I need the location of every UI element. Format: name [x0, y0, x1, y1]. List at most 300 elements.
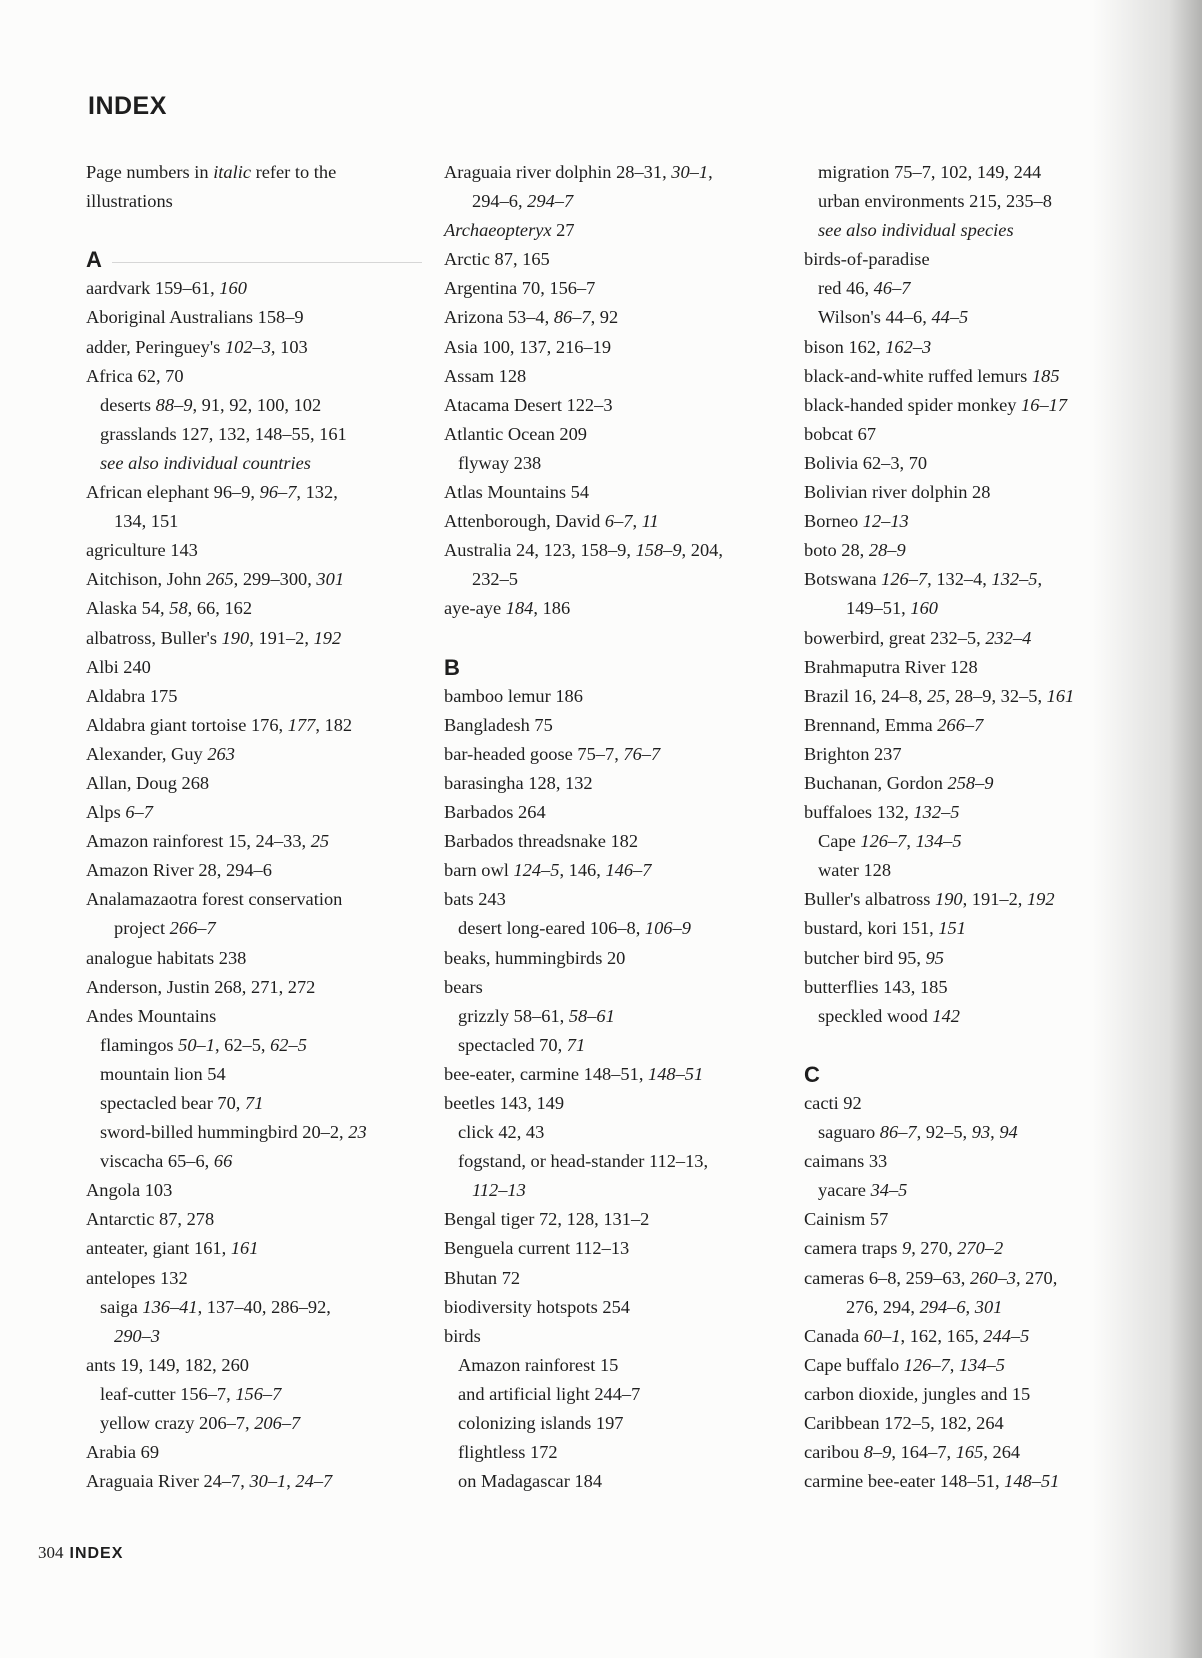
italic-text: 258–9 — [947, 772, 994, 793]
entry-text: Borneo — [804, 511, 863, 532]
index-entry — [804, 973, 1134, 1002]
italic-text: 102–3 — [224, 336, 271, 357]
entry-text: bee-eater, carmine 148–51, — [444, 1063, 649, 1084]
index-entry — [804, 885, 1134, 914]
index-entry — [804, 740, 1134, 769]
index-entry — [804, 362, 1134, 391]
entry-text: biodiversity hotspots 254 — [444, 1296, 630, 1317]
entry-text: , 264 — [983, 1442, 1021, 1463]
index-entry — [444, 245, 774, 274]
index-entry — [804, 682, 1134, 711]
index-entry — [444, 1293, 774, 1322]
entry-text: , 92 — [590, 307, 619, 328]
index-entry-continuation — [86, 1322, 426, 1351]
index-entry — [804, 1380, 1134, 1409]
index-entry — [444, 391, 774, 420]
italic-text: 132–5 — [991, 569, 1038, 590]
index-entry — [444, 303, 774, 332]
section-letter: B — [444, 654, 460, 680]
entry-text: antelopes 132 — [86, 1267, 188, 1288]
entry-text: bobcat 67 — [804, 423, 877, 444]
entry-text: Aldabra 175 — [86, 685, 178, 706]
entry-text: , — [990, 1122, 1000, 1143]
index-subentry — [86, 1060, 426, 1089]
index-entry — [804, 914, 1134, 943]
entry-text: project — [114, 918, 170, 939]
entry-text: Atlas Mountains 54 — [444, 482, 590, 503]
entry-text: 232–5 — [472, 569, 518, 590]
entry-text: , — [286, 1471, 296, 1492]
italic-text: 50–1 — [178, 1034, 215, 1055]
entry-text: , 146, — [559, 860, 606, 881]
italic-text: 30–1 — [249, 1471, 287, 1492]
entry-text: butcher bird 95, — [804, 947, 926, 968]
entry-text: Araguaia river dolphin 28–31, — [444, 162, 672, 182]
section-gap — [444, 624, 774, 653]
entry-text: aye-aye — [444, 598, 506, 619]
index-entry — [86, 536, 426, 565]
entry-text: cacti 92 — [804, 1093, 862, 1113]
entry-text: Arctic 87, 165 — [444, 249, 550, 270]
index-subentry — [444, 1438, 774, 1467]
entry-text: speckled wood — [818, 1005, 933, 1026]
page-title: INDEX — [88, 92, 167, 120]
entry-text: viscacha 65–6, — [100, 1151, 214, 1172]
index-entry — [86, 769, 426, 798]
entry-text: buffaloes 132, — [804, 802, 914, 823]
entry-text: Albi 240 — [86, 656, 151, 677]
entry-text: carmine bee-eater 148–51, — [804, 1471, 1005, 1492]
entry-text: Arizona 53–4, — [444, 307, 554, 328]
entry-text: Barbados threadsnake 182 — [444, 831, 639, 852]
index-entry — [86, 944, 426, 973]
entry-text: Araguaia River 24–7, — [86, 1471, 250, 1492]
entry-text: Alps — [86, 802, 126, 823]
italic-text: 266–7 — [937, 714, 984, 735]
entry-text: Assam 128 — [444, 365, 527, 386]
entry-text: camera traps — [804, 1238, 903, 1259]
entry-text: Brighton 237 — [804, 743, 902, 764]
italic-text: 23 — [348, 1122, 367, 1143]
entry-text: , 103 — [270, 336, 308, 357]
entry-text: , — [1037, 569, 1043, 590]
index-entry — [444, 1322, 774, 1351]
entry-text: on Madagascar 184 — [458, 1471, 603, 1492]
index-entry — [444, 798, 774, 827]
italic-text: 126–7 — [903, 1354, 950, 1375]
entry-text: , 28–9, 32–5, — [945, 685, 1047, 706]
italic-text: 146–7 — [605, 860, 652, 881]
entry-text: , 204, — [681, 540, 723, 561]
index-entry — [86, 1438, 426, 1467]
entry-text: flightless 172 — [458, 1442, 558, 1463]
italic-text: 134–5 — [958, 1354, 1005, 1375]
entry-text: Cainism 57 — [804, 1209, 889, 1230]
index-entry — [804, 478, 1134, 507]
index-entry — [444, 478, 774, 507]
italic-text: 8–9 — [863, 1442, 892, 1463]
index-entry — [444, 1234, 774, 1263]
index-entry — [804, 769, 1134, 798]
italic-text: 148–51 — [648, 1063, 704, 1084]
entry-text: caribou — [804, 1442, 864, 1463]
index-subentry — [804, 274, 1134, 303]
index-entry — [86, 798, 426, 827]
index-entry — [804, 1467, 1134, 1496]
entry-text: Anderson, Justin 268, 271, 272 — [86, 976, 316, 997]
entry-text: Brazil 16, 24–8, — [804, 685, 928, 706]
running-footer-label: INDEX — [69, 1545, 124, 1562]
entry-text: and artificial light 244–7 — [458, 1383, 641, 1404]
italic-text: 265 — [206, 569, 234, 590]
italic-text: 162–3 — [885, 336, 932, 357]
italic-text: 12–13 — [862, 511, 909, 532]
italic-text: 156–7 — [235, 1383, 282, 1404]
index-entry — [444, 1264, 774, 1293]
italic-text: 46–7 — [873, 278, 911, 299]
index-entry — [86, 624, 426, 653]
index-entry — [86, 333, 426, 362]
italic-text: 301 — [974, 1296, 1003, 1317]
section-gap — [804, 1031, 1134, 1060]
section-gap — [86, 216, 426, 245]
index-subentry — [804, 216, 1134, 245]
italic-text: 294–7 — [527, 191, 574, 212]
entry-text: Arabia 69 — [86, 1442, 160, 1463]
index-subentry — [444, 1409, 774, 1438]
italic-text: 28–9 — [868, 540, 906, 561]
index-entry-continuation — [86, 914, 426, 943]
italic-text: 270–2 — [957, 1238, 1004, 1259]
index-subentry — [804, 827, 1134, 856]
italic-text: italic — [213, 162, 251, 182]
index-entry — [804, 1351, 1134, 1380]
italic-text: 25 — [927, 685, 946, 706]
index-entry — [444, 420, 774, 449]
entry-text: , 270, — [911, 1238, 958, 1259]
entry-text: , — [632, 511, 642, 532]
entry-text: 149–51, — [846, 598, 911, 619]
index-entry — [444, 216, 774, 245]
entry-text: ants 19, 149, 182, 260 — [86, 1354, 249, 1375]
index-column-1 — [86, 158, 426, 1496]
index-subentry — [444, 1031, 774, 1060]
entry-text: bears — [444, 976, 483, 997]
index-entry — [804, 333, 1134, 362]
italic-text: 206–7 — [254, 1413, 301, 1434]
entry-text: illustrations — [86, 191, 173, 212]
entry-text: sword-billed hummingbird 20–2, — [100, 1122, 349, 1143]
entry-text: colonizing islands 197 — [458, 1413, 624, 1434]
entry-text: barn owl — [444, 860, 514, 881]
entry-text: Bolivia 62–3, 70 — [804, 452, 928, 473]
entry-text: Bhutan 72 — [444, 1267, 521, 1288]
italic-text: 160 — [219, 278, 247, 299]
entry-text: cameras 6–8, 259–63, — [804, 1267, 970, 1288]
entry-text: , 270, — [1015, 1267, 1058, 1288]
entry-text: butterflies 143, 185 — [804, 976, 948, 997]
italic-text: 106–9 — [644, 918, 691, 939]
index-subentry — [86, 1293, 426, 1322]
entry-text: bowerbird, great 232–5, — [804, 627, 986, 648]
index-subentry — [444, 1118, 774, 1147]
entry-text: beaks, hummingbirds 20 — [444, 947, 626, 968]
index-entry-continuation — [804, 1293, 1134, 1322]
index-subentry — [444, 1380, 774, 1409]
index-entry — [444, 944, 774, 973]
index-subentry — [804, 1002, 1134, 1031]
entry-text: migration 75–7, 102, 149, 244 — [818, 162, 1042, 182]
entry-text: grizzly 58–61, — [458, 1005, 569, 1026]
italic-text: 71 — [566, 1034, 586, 1055]
entry-text: leaf-cutter 156–7, — [100, 1383, 236, 1404]
entry-text: spectacled 70, — [458, 1034, 567, 1055]
index-column-3 — [804, 158, 1134, 1496]
entry-text: 134, 151 — [114, 511, 179, 532]
italic-text: 86–7 — [553, 307, 591, 328]
entry-text: caimans 33 — [804, 1151, 888, 1172]
entry-text: desert long-eared 106–8, — [458, 918, 645, 939]
index-entry — [86, 274, 426, 303]
entry-text: agriculture 143 — [86, 540, 198, 561]
entry-text: African elephant 96–9, — [86, 482, 260, 503]
entry-text: urban environments 215, 235–8 — [818, 191, 1052, 212]
entry-text: spectacled bear 70, — [100, 1093, 246, 1113]
entry-text: , 92–5, — [916, 1122, 972, 1143]
entry-text: grasslands 127, 132, 148–55, 161 — [100, 423, 347, 444]
italic-text: 66 — [213, 1151, 233, 1172]
italic-text: 244–5 — [983, 1325, 1030, 1346]
italic-text: 34–5 — [870, 1180, 908, 1201]
italic-text: 132–5 — [913, 802, 960, 823]
entry-text: Andes Mountains — [86, 1005, 217, 1026]
index-entry — [86, 362, 426, 391]
italic-text: 161 — [230, 1238, 259, 1259]
index-entry — [804, 449, 1134, 478]
index-subentry — [804, 1176, 1134, 1205]
entry-text: bar-headed goose 75–7, — [444, 743, 624, 764]
italic-text: 11 — [641, 511, 659, 532]
index-entry — [86, 682, 426, 711]
entry-text: bison 162, — [804, 336, 886, 357]
entry-text: Alexander, Guy — [86, 743, 208, 764]
index-subentry — [86, 1380, 426, 1409]
index-entry — [444, 507, 774, 536]
entry-text: analogue habitats 238 — [86, 947, 247, 968]
italic-text: see also individual countries — [100, 452, 311, 473]
italic-text: 177 — [287, 714, 316, 735]
index-entry — [86, 973, 426, 1002]
entry-text: Barbados 264 — [444, 802, 546, 823]
entry-text: Amazon rainforest 15 — [458, 1354, 619, 1375]
italic-text: 88–9 — [155, 394, 193, 415]
entry-text: Aitchison, John — [86, 569, 207, 590]
index-entry-continuation — [804, 594, 1134, 623]
italic-text: 58–61 — [568, 1005, 615, 1026]
index-entry — [444, 885, 774, 914]
index-subentry — [444, 1147, 774, 1176]
italic-text: 263 — [207, 743, 235, 764]
italic-text: 16–17 — [1021, 394, 1068, 415]
entry-text: Cape buffalo — [804, 1354, 904, 1375]
entry-text: Asia 100, 137, 216–19 — [444, 336, 612, 357]
entry-text: 294–6, — [472, 191, 528, 212]
index-subentry — [804, 158, 1134, 187]
entry-text: Aboriginal Australians 158–9 — [86, 307, 304, 328]
entry-text: Page numbers in — [86, 162, 214, 182]
index-entry — [86, 303, 426, 332]
entry-text: saiga — [100, 1296, 143, 1317]
index-entry — [444, 594, 774, 623]
italic-text: 158–9 — [635, 540, 682, 561]
entry-text: flamingos — [100, 1034, 179, 1055]
entry-text: Africa 62, 70 — [86, 365, 184, 386]
italic-text: 25 — [310, 831, 330, 852]
entry-text: , — [906, 831, 916, 852]
entry-text: Antarctic 87, 278 — [86, 1209, 215, 1230]
section-rule — [112, 262, 422, 263]
entry-text: , — [949, 1354, 959, 1375]
index-entry — [804, 1264, 1134, 1293]
entry-text: boto 28, — [804, 540, 869, 561]
italic-text: 112–13 — [472, 1180, 526, 1201]
index-subentry — [804, 1118, 1134, 1147]
entry-text: Atacama Desert 122–3 — [444, 394, 613, 415]
entry-text: click 42, 43 — [458, 1122, 545, 1143]
italic-text: 96–7 — [259, 482, 297, 503]
entry-text: Bangladesh 75 — [444, 714, 553, 735]
entry-text: Bolivian river dolphin 28 — [804, 482, 991, 503]
entry-text: birds-of-paradise — [804, 249, 930, 270]
index-entry — [86, 594, 426, 623]
index-entry — [444, 536, 774, 565]
italic-text: 126–7 — [881, 569, 928, 590]
italic-text: 190 — [935, 889, 963, 910]
index-entry — [804, 1205, 1134, 1234]
entry-text: Wilson's 44–6, — [818, 307, 932, 328]
entry-text: , — [965, 1296, 975, 1317]
entry-text: adder, Peringuey's — [86, 336, 225, 357]
italic-text: 142 — [932, 1005, 960, 1026]
entry-text: Brahmaputra River 128 — [804, 656, 978, 677]
italic-text: 9 — [902, 1238, 912, 1259]
italic-text: Archaeopteryx — [444, 220, 552, 241]
entry-text: Alaska 54, — [86, 598, 170, 619]
entry-text: bustard, kori 151, — [804, 918, 939, 939]
italic-text: 136–41 — [142, 1296, 198, 1317]
italic-text: 60–1 — [863, 1325, 901, 1346]
entry-text: Cape — [818, 831, 861, 852]
entry-text: bats 243 — [444, 889, 506, 910]
index-entry — [444, 1060, 774, 1089]
index-entry — [804, 507, 1134, 536]
entry-text: , 132, — [296, 482, 338, 503]
index-entry — [86, 1351, 426, 1380]
entry-text: mountain lion 54 — [100, 1063, 226, 1084]
entry-text: saguaro — [818, 1122, 880, 1143]
index-column-2 — [444, 158, 774, 1496]
index-subentry — [86, 420, 426, 449]
italic-text: 76–7 — [623, 743, 661, 764]
index-entry — [804, 245, 1134, 274]
section-letter-heading — [444, 653, 774, 682]
italic-text: 185 — [1031, 365, 1060, 386]
index-entry — [86, 1264, 426, 1293]
entry-text: Attenborough, David — [444, 511, 605, 532]
italic-text: 58 — [169, 598, 188, 619]
italic-text: 290–3 — [114, 1325, 160, 1346]
index-entry-continuation — [444, 565, 774, 594]
entry-text: Angola 103 — [86, 1180, 173, 1201]
entry-text: Argentina 70, 156–7 — [444, 278, 596, 299]
index-entry-continuation — [444, 1176, 774, 1205]
index-entry — [804, 1147, 1134, 1176]
index-entry — [804, 1234, 1134, 1263]
entry-text: carbon dioxide, jungles and 15 — [804, 1383, 1031, 1404]
italic-text: 165 — [955, 1442, 984, 1463]
index-entry — [86, 856, 426, 885]
entry-text: , 191–2, — [249, 627, 314, 648]
entry-text: deserts — [100, 394, 156, 415]
index-subentry — [444, 1002, 774, 1031]
index-subentry — [86, 1089, 426, 1118]
index-subentry — [86, 1118, 426, 1147]
italic-text: 260–3 — [969, 1267, 1016, 1288]
italic-text: 148–51 — [1004, 1471, 1060, 1492]
entry-text: , 66, 162 — [187, 598, 253, 619]
index-entry — [86, 653, 426, 682]
index-entry — [444, 333, 774, 362]
page-number: 304 — [38, 1543, 64, 1562]
entry-text: Aldabra giant tortoise 176, — [86, 714, 288, 735]
index-entry — [804, 1409, 1134, 1438]
index-entry — [86, 885, 426, 914]
entry-text: , — [708, 162, 713, 182]
italic-text: 24–7 — [295, 1471, 333, 1492]
italic-text: see also individual species — [818, 220, 1014, 241]
index-entry — [444, 769, 774, 798]
index-entry — [86, 1176, 426, 1205]
entry-text: , 191–2, — [962, 889, 1027, 910]
italic-text: 62–5 — [270, 1034, 307, 1055]
index-entry — [444, 1205, 774, 1234]
index-subentry — [804, 187, 1134, 216]
entry-text: yacare — [818, 1180, 871, 1201]
entry-text: black-and-white ruffed lemurs — [804, 365, 1032, 386]
index-subentry — [444, 449, 774, 478]
entry-text: bamboo lemur 186 — [444, 685, 583, 706]
index-subentry — [86, 1031, 426, 1060]
italic-text: 192 — [1026, 889, 1055, 910]
entry-text: , 132–4, — [927, 569, 992, 590]
index-entry — [86, 711, 426, 740]
entry-text: 27 — [551, 220, 575, 241]
index-entry — [444, 711, 774, 740]
index-subentry — [444, 1467, 774, 1496]
entry-text: , 162, 165, — [900, 1325, 984, 1346]
entry-text: Caribbean 172–5, 182, 264 — [804, 1413, 1004, 1434]
italic-text: 86–7 — [879, 1122, 917, 1143]
index-entry — [804, 1438, 1134, 1467]
entry-text: red 46, — [818, 278, 874, 299]
entry-text: Brennand, Emma — [804, 714, 938, 735]
entry-text: Buchanan, Gordon — [804, 772, 948, 793]
entry-text: fogstand, or head-stander 112–13, — [458, 1151, 709, 1172]
index-entry — [444, 856, 774, 885]
index-entry — [804, 944, 1134, 973]
index-subentry — [86, 1409, 426, 1438]
index-entry — [804, 711, 1134, 740]
